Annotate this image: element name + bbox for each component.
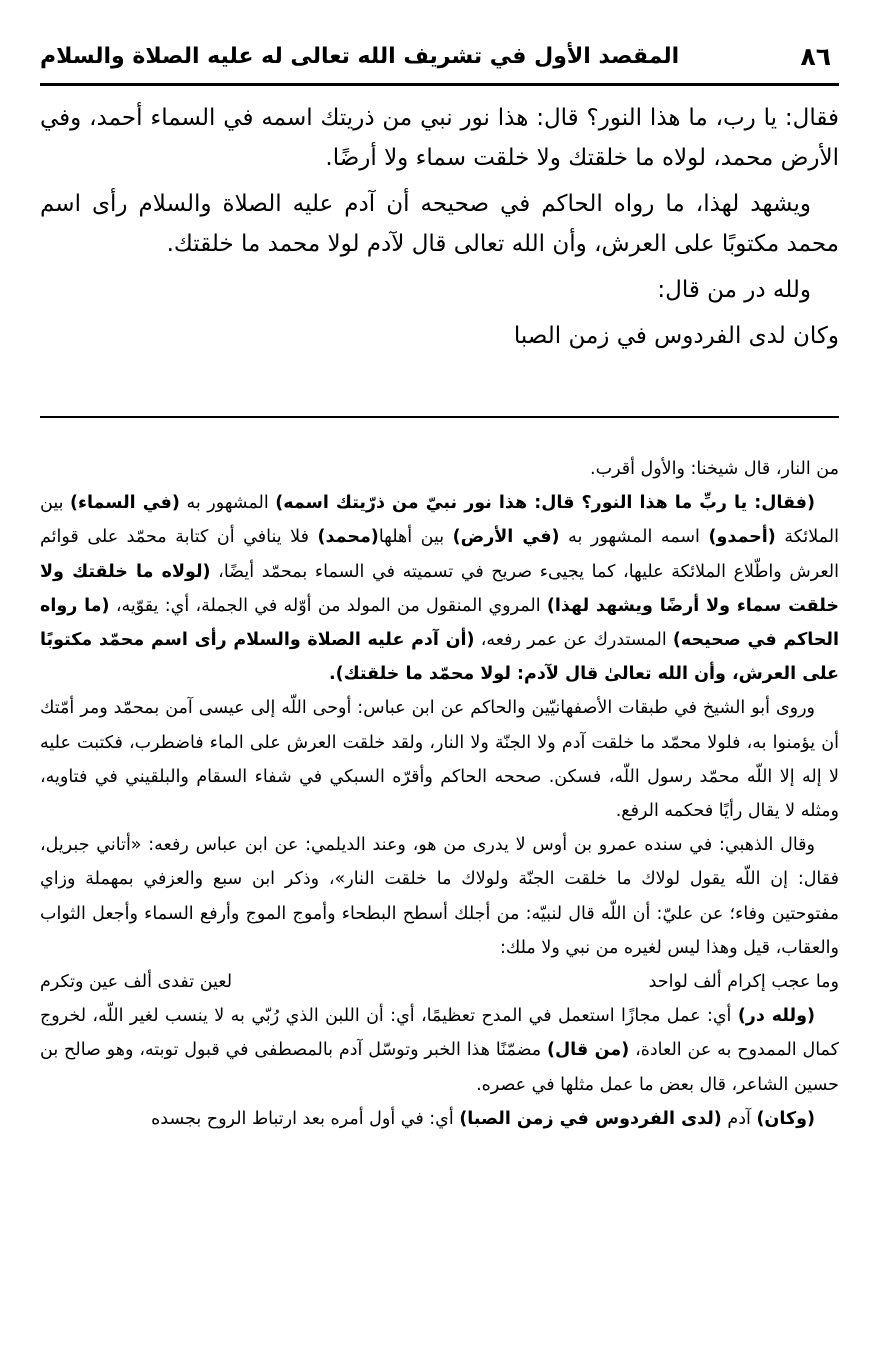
text-segment: فلا ينافي أن كتابة محمّد على قوائم العرش واطّلاع الملائكة عليها، كما يجيىء صريح في تسميته في السماء بمحمّد أيضًا،	[40, 527, 839, 582]
text-segment: المروي المنقول من المولد من أوّله في الجملة، أي: يقوّيه،	[109, 595, 547, 616]
bold-quote-segment: (لدى الفردوس في زمن الصبا)	[459, 1108, 722, 1129]
bold-quote-segment: (محمد)	[317, 527, 379, 548]
poem-line	[40, 965, 839, 999]
page-number: ٨٦	[800, 42, 831, 71]
bold-quote-segment: (في الأرض)	[452, 527, 560, 548]
bold-quote-segment: (في السماء)	[70, 493, 180, 514]
page-header	[40, 42, 839, 82]
text-segment: المستدرك عن عمر رفعه،	[474, 630, 673, 651]
bold-quote-segment: (فقال: يا ربِّ ما هذا النور؟ قال: هذا نور نبيّ من ذرّيتك اسمه)	[275, 493, 816, 514]
poem-hemistich-1: وما عجب إكرام ألف لواحد	[648, 972, 839, 993]
commentary-paragraph-1: من النار، قال شيخنا: والأول أقرب.	[590, 459, 839, 479]
text-segment: أي: عمل مجازًا استعمل في المدح تعظيمًا، أي: أن اللبن الذي رُبّي به لا ينسب لغير اللّه، لخروج كمال الممدوح به عن العادة،	[40, 1006, 840, 1061]
commentary-paragraph-5	[40, 999, 839, 1102]
commentary-paragraph-2	[40, 486, 839, 691]
verse-intro: ولله در من قال:	[657, 277, 811, 303]
bold-quote-segment: (ما رواه الحاكم في صحيحه)	[40, 595, 839, 651]
bold-quote-segment: (ولله در)	[737, 1006, 815, 1027]
text-segment: بين الملائكة	[40, 493, 839, 548]
main-paragraph-2: ويشهد لهذا، ما رواه الحاكم في صحيحه أن آدم عليه الصلاة والسلام رأى اسم محمد مكتوبًا على العرش، وأن الله تعالى قال لآدم لولا محمد ما خلقتك.	[40, 191, 839, 257]
main-paragraph-1: فقال: يا رب، ما هذا النور؟ قال: هذا نور نبي من ذريتك اسمه في السماء أحمد، وفي الأرض محمد، لولاه ما خلقتك ولا خلقت سماء ولا أرضًا.	[40, 105, 839, 171]
running-title: المقصد الأول في تشريف الله تعالى له عليه الصلاة والسلام	[40, 44, 680, 69]
text-segment: اسمه المشهور به	[559, 527, 709, 548]
commentary-paragraph-6	[40, 1102, 839, 1136]
commentary-paragraph-3: وروى أبو الشيخ في طبقات الأصفهانيّين والحاكم عن ابن عباس: أوحى اللّه إلى عيسى آمن بمحمّد ومر أمّتك أن يؤمنوا به، فلولا محمّد ما خلقت آدم ولا الجنّة ولا النار، ولقد خلقت العرش على الماء فاضطرب، فكتبت عليه لا إله إلا اللّه محمّد رسول اللّه، فسكن. صححه الحاكم وأقرّه السبكي في شفاء السقام والبلقيني في فتاويه، ومثله لا يقال رأيًا فحكمه الرفع.	[40, 698, 839, 822]
text-segment: مضمّنًا هذا الخبر وتوسّل آدم بالمصطفى في قبول توبته، وهو صالح بن حسين الشاعر، قال بعض ما عمل مثلها في عصره.	[40, 1040, 839, 1095]
bold-quote-segment: (وكان)	[756, 1108, 815, 1129]
text-segment: بين أهلها	[378, 527, 453, 548]
bold-quote-segment: (لولاه ما خلقتك ولا خلقت سماء ولا أرضًا ويشهد لهذا)	[40, 561, 839, 616]
bold-quote-segment: (من قال)	[547, 1040, 630, 1061]
commentary-text	[40, 452, 839, 1136]
header-rule	[40, 83, 839, 86]
poem-hemistich-2: لعين تفدى ألف عين وتكرم	[40, 972, 233, 993]
bold-quote-segment: (أن آدم عليه الصلاة والسلام رأى اسم محمّد مكتوبًا على العرش، وأن الله تعالىٰ قال لآدم: لولا محمّد ما خلقتك).	[40, 630, 839, 685]
text-segment: المشهور به	[179, 493, 276, 514]
text-segment: أي: في أول أمره بعد ارتباط الروح بجسده	[151, 1108, 460, 1129]
bold-quote-segment: (أحمدو)	[708, 527, 776, 548]
verse-line: وكان لدى الفردوس في زمن الصبا	[513, 323, 839, 349]
main-text	[40, 98, 839, 362]
footnote-separator	[40, 416, 839, 418]
commentary-paragraph-4: وقال الذهبي: في سنده عمرو بن أوس لا يدرى من هو، وعند الديلمي: عن ابن عباس رفعه: «أتاني جبريل، فقال: إن اللّه يقول لولاك ما خلقت الجنّة ولولاك ما خلقت النار»، وذكر ابن سبع والعزفي بمهملة وزاي مفتوحتين وفاء؛ عن عليّ: أن اللّه قال لنبيّه: من أجلك أسطح البطحاء وأموج الموج وأرفع السماء وأجعل الثواب والعقاب، قيل وهذا ليس لغيره من نبي ولا ملك:	[40, 835, 839, 958]
text-segment: آدم	[721, 1108, 757, 1129]
